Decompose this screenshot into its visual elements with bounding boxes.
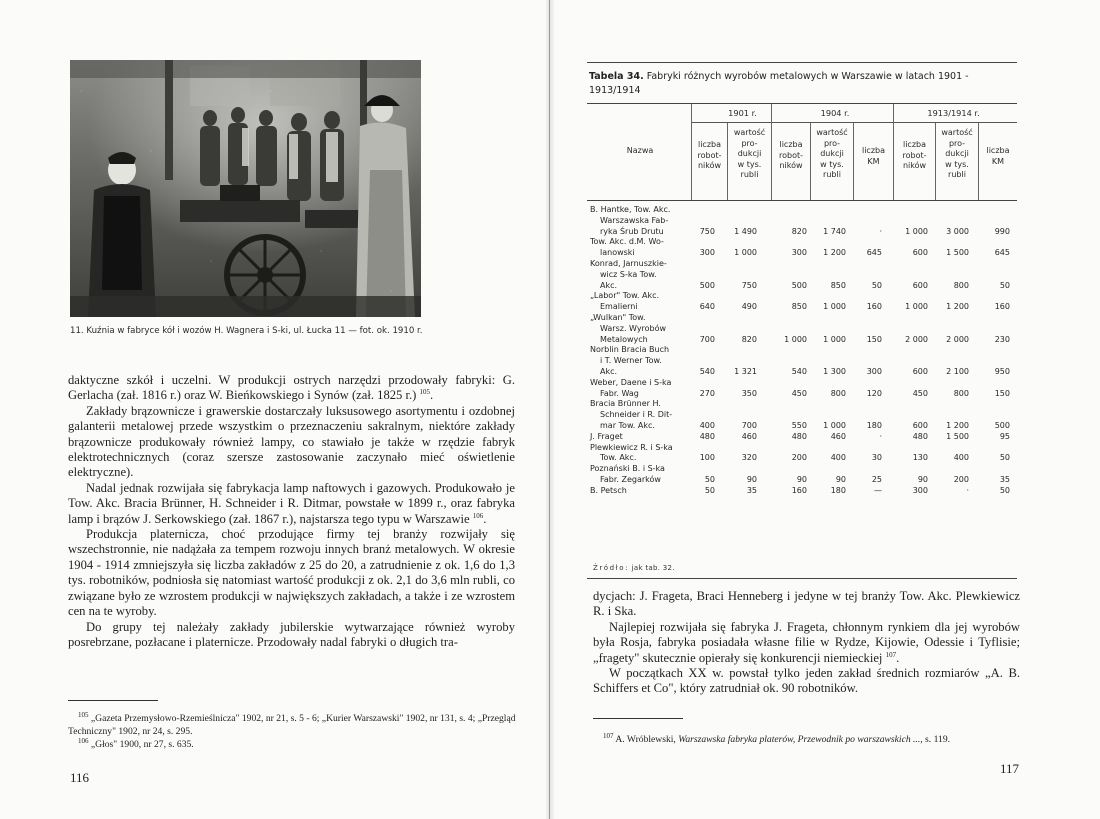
- table-cell: 850: [830, 280, 846, 290]
- table-cell: 35: [746, 485, 757, 495]
- column-header-km-1913: liczba KM: [986, 146, 1010, 166]
- table-cell: 30: [871, 453, 882, 463]
- table-cell: 800: [953, 280, 969, 290]
- left-footnotes: [68, 712, 518, 751]
- table-cell: 1 000: [823, 420, 846, 430]
- table-cell: 1 321: [734, 366, 757, 376]
- table-cell: 160: [994, 302, 1010, 312]
- row-name-line: Akc.: [600, 366, 618, 376]
- table-cell: 150: [866, 334, 882, 344]
- row-name-line: Konrad, Jarnuszkie-: [590, 258, 667, 268]
- table-cell: 500: [699, 280, 715, 290]
- table-title-text: Fabryki różnych wyrobów metalowych w Warszawie w latach 1901 - 1913/1914: [589, 71, 969, 96]
- table-cell: ·: [879, 431, 882, 441]
- footnote-ref: 105: [419, 388, 430, 397]
- table-cell: 2 100: [946, 366, 969, 376]
- table-cell: 640: [699, 302, 715, 312]
- table-cell: 480: [791, 431, 807, 441]
- table-cell: 1 000: [823, 302, 846, 312]
- row-name-line: i T. Werner Tow.: [600, 356, 662, 366]
- table-cell: 950: [994, 366, 1010, 376]
- table-cell: 90: [917, 474, 928, 484]
- group-header-1904: 1904 r.: [820, 108, 850, 118]
- table-cell: 230: [994, 334, 1010, 344]
- column-header-km-1904: liczba KM: [861, 146, 886, 166]
- row-name-line: mar Tow. Akc.: [600, 420, 655, 430]
- table-cell: 100: [699, 453, 715, 463]
- right-body-text: [593, 589, 1020, 697]
- table-cell: 540: [791, 366, 807, 376]
- paragraph: Do grupy tej należały zakłady jubilerskie wytwarzające również wyroby posrebrzane, pozłacane i platernicze. Przodowały nadal fabryki o długich tra-: [68, 619, 515, 649]
- table-cell: 150: [994, 388, 1010, 398]
- table-cell: 1 500: [946, 431, 969, 441]
- row-name-line: J. Fraget: [590, 431, 623, 441]
- group-header-1901: 1901 r.: [728, 108, 757, 118]
- page-number-right: 117: [1000, 761, 1020, 776]
- table-cell: 700: [741, 420, 757, 430]
- table-cell: 1 200: [823, 248, 846, 258]
- table-cell: 400: [699, 420, 715, 430]
- group-header-1913: 1913/1914 r.: [927, 108, 980, 118]
- table-cell: 50: [999, 485, 1010, 495]
- table-cell: 180: [830, 485, 846, 495]
- row-name-line: Fabr. Wag: [600, 388, 639, 398]
- table-cell: 200: [953, 474, 969, 484]
- table-row: [590, 399, 1017, 431]
- row-name-line: lanowski: [600, 248, 635, 258]
- table-cell: 750: [699, 226, 715, 236]
- paragraph: Najlepiej rozwijała się fabryka J. Frageta, chłonnym rynkiem dla jej wyrobów była Rosja, fabryka posiadała własne filie w Rydze, Kijowie, Odessie i Tyflisie; „fragety" skutecznie opierały się konkurencji niemieckiej $^{107}$.: [593, 619, 1020, 665]
- table-row: [590, 486, 1017, 497]
- row-name-line: B. Hantke, Tow. Akc.: [590, 205, 671, 214]
- row-name-line: Norblin Bracia Buch: [590, 345, 670, 355]
- table-cell: 2 000: [905, 334, 928, 344]
- table-cell: 800: [953, 388, 969, 398]
- paragraph-text: Nadal jednak rozwijała się fabrykacja lamp naftowych i gazowych. Produkowało je Tow. Akc. Bracia Brünner, H. Schneider i R. Ditmar, powstałe w 1899 r., oraz fabryka lamp i brązów J. Serkowskiego (zał. 1867 r.), najstarsza tego typu w Warszawie: [68, 480, 515, 526]
- table-cell: 500: [791, 280, 807, 290]
- footnote-author: A. Wróblewski,: [615, 734, 676, 745]
- table-cell: 160: [866, 302, 882, 312]
- table-row: [590, 378, 1017, 400]
- table-cell: 700: [699, 334, 715, 344]
- row-name-line: Schneider i R. Dit-: [600, 410, 673, 420]
- table-cell: 300: [791, 248, 807, 258]
- row-name-line: Weber, Daene i S-ka: [590, 377, 672, 387]
- table-cell: 750: [741, 280, 757, 290]
- table-cell: 460: [741, 431, 757, 441]
- table-cell: 50: [999, 280, 1010, 290]
- table-cell: 460: [830, 431, 846, 441]
- table-cell: 540: [699, 366, 715, 376]
- table-cell: 25: [871, 474, 882, 484]
- paragraph: dycjach: J. Frageta, Braci Henneberg i jedyne w tej branży Tow. Akc. Plewkiewicz R. i Ska.: [593, 589, 1020, 619]
- table-cell: 120: [866, 388, 882, 398]
- footnote: [68, 712, 518, 738]
- row-name-line: Tow. Akc.: [600, 453, 637, 463]
- gutter-line: [549, 0, 550, 819]
- row-name-line: ryka Śrub Drutu: [600, 226, 664, 236]
- paragraph-text: Najlepiej rozwijała się fabryka J. Frageta, chłonnym rynkiem dla jej wyrobów była Rosja, fabryka posiadała własne filie w Rydze, Kijowie, Odessie i Tyflisie; „fragety" skutecznie opierały się konkurencji niemieckiej: [593, 619, 1020, 665]
- row-name-line: Warszawska Fab-: [600, 215, 669, 225]
- table-row: [590, 464, 1017, 486]
- forge-photograph: [70, 60, 421, 317]
- table-cell: —: [874, 485, 882, 495]
- table-cell: 200: [791, 453, 807, 463]
- row-name-line: wicz S-ka Tow.: [600, 269, 657, 279]
- table-cell: ·: [879, 226, 882, 236]
- column-header-workers-1901: liczba robot- ników: [697, 140, 722, 171]
- forge-photo-illustration: [70, 60, 421, 317]
- row-name-line: Fabr. Zegarków: [600, 474, 661, 484]
- table-cell: 90: [746, 474, 757, 484]
- column-header-name: Nazwa: [626, 146, 654, 155]
- paragraph: Zakłady brązownicze i grawerskie dostarczały luksusowego asortymentu i ozdobnej galanterii metalowej przede wszystkim o przeznaczeniu sakralnym, niektóre zakłady brązownicze produkowały również lampy, co stawiało je także w rzędzie fabryk elektrotechnicznych (coraz szersze zastosowanie zaczynało mieć oświetlenie elektryczne).: [68, 403, 515, 480]
- footnote-title: Warszawska fabryka platerów, Przewodnik po warszawskich ...,: [678, 734, 923, 745]
- left-body-text: [68, 373, 515, 650]
- row-name-line: „Wulkan" Tow.: [590, 312, 646, 322]
- table-row: [590, 443, 1017, 465]
- table-row: [590, 291, 1017, 313]
- table-cell: 600: [912, 248, 928, 258]
- table-cell: 1 500: [946, 248, 969, 258]
- table-cell: 50: [999, 453, 1010, 463]
- footnote-text: „Gazeta Przemysłowo-Rzemieślnicza" 1902, nr 21, s. 5 - 6; „Kurier Warszawski" 1902, nr 131, s. 4; „Przegląd Techniczny" 1902, nr 24, s. 295.: [68, 713, 516, 737]
- table-body: [590, 205, 1017, 497]
- row-name-line: Emalierni: [600, 302, 638, 312]
- row-name-line: „Labor" Tow. Akc.: [590, 291, 660, 301]
- table-cell: 50: [704, 485, 715, 495]
- table-cell: 1 490: [734, 226, 757, 236]
- table-cell: 450: [791, 388, 807, 398]
- column-header-workers-1904: liczba robot- ników: [778, 140, 803, 171]
- row-name-line: Plewkiewicz R. i S-ka: [590, 442, 673, 452]
- table-cell: 1 000: [734, 248, 757, 258]
- table-label: Tabela 34.: [589, 71, 644, 82]
- footnote-ref: 106: [472, 511, 484, 520]
- column-header-value-1904: wartość pro- dukcji w tys. rubli: [816, 128, 848, 180]
- table-cell: 3 000: [946, 226, 969, 236]
- right-footnotes: [593, 733, 1023, 746]
- table-title: [589, 70, 1017, 98]
- table-cell: 1 000: [905, 302, 928, 312]
- column-header-workers-1913: liczba robot- ników: [902, 140, 927, 171]
- table-cell: 90: [835, 474, 846, 484]
- table-cell: ·: [966, 485, 969, 495]
- book-gutter: [546, 0, 554, 819]
- row-name-line: Metalowych: [600, 334, 648, 344]
- table-cell: 160: [791, 485, 807, 495]
- table-cell: 50: [704, 474, 715, 484]
- footnote-number: 106: [78, 736, 89, 745]
- row-name-line: Bracia Brünner H.: [590, 399, 661, 409]
- table-cell: 820: [791, 226, 807, 236]
- table-row: [590, 259, 1017, 291]
- table-cell: 850: [791, 302, 807, 312]
- table-cell: 90: [796, 474, 807, 484]
- table-cell: 1 740: [823, 226, 846, 236]
- table-cell: 600: [912, 366, 928, 376]
- row-name-line: Tow. Akc. d.M. Wo-: [590, 237, 664, 247]
- table-cell: 550: [791, 420, 807, 430]
- table-cell: 500: [994, 420, 1010, 430]
- footnote-rule: [68, 700, 158, 701]
- table-cell: 300: [699, 248, 715, 258]
- paragraph-text: daktyczne szkół i uczelni. W produkcji ostrych narzędzi przodowały fabryki: G. Gerlacha (zał. 1816 r.) oraz W. Bieńkowskiego i Synów (zał. 1825 r.): [68, 373, 515, 403]
- paragraph: W początkach XX w. powstał tylko jeden zakład średnich rozmiarów „A. B. Schiffers et Co", który zatrudniał ok. 90 robotników.: [593, 666, 1020, 696]
- table-cell: 645: [866, 248, 882, 258]
- column-header-value-1901: wartość pro- dukcji w tys. rubli: [733, 128, 766, 180]
- table-cell: 800: [830, 388, 846, 398]
- footnote-number: 105: [78, 710, 89, 719]
- table-cell: 450: [912, 388, 928, 398]
- table-cell: 600: [912, 280, 928, 290]
- table-row: [590, 345, 1017, 377]
- page-number-left: 116: [70, 770, 90, 785]
- footnote-rule: [593, 718, 683, 719]
- table-cell: 1 300: [823, 366, 846, 376]
- table-cell: 600: [912, 420, 928, 430]
- table-cell: 645: [994, 248, 1010, 258]
- row-name-line: Akc.: [600, 280, 618, 290]
- table-cell: 990: [994, 226, 1010, 236]
- table-title-rule: [587, 103, 1017, 104]
- table-cell: 300: [912, 485, 928, 495]
- table-cell: 400: [953, 453, 969, 463]
- table-cell: 820: [741, 334, 757, 344]
- source-label: Źródło:: [593, 564, 630, 572]
- footnote-text: „Głos" 1900, nr 27, s. 635.: [90, 739, 194, 750]
- table-cell: 1 000: [784, 334, 807, 344]
- table-cell: 400: [830, 453, 846, 463]
- table-cell: 35: [999, 474, 1010, 484]
- paragraph: Nadal jednak rozwijała się fabrykacja lamp naftowych i gazowych. Produkowało je Tow. Akc. Bracia Brünner, H. Schneider i R. Ditmar, powstałe w 1899 r., oraz fabryka lamp i brązów J. Serkowskiego (zał. 1867 r.), najstarsza tego typu w Warszawie $^{106}$.: [68, 480, 515, 526]
- table-cell: 320: [741, 453, 757, 463]
- table-row: [590, 313, 1017, 345]
- footnote-ref: 107: [885, 650, 897, 659]
- paragraph: daktyczne szkół i uczelni. W produkcji ostrych narzędzi przodowały fabryki: G. Gerlacha (zał. 1816 r.) oraz W. Bieńkowskiego i Synów (zał. 1825 r.) $^{105}$.: [68, 373, 515, 403]
- table-cell: 50: [871, 280, 882, 290]
- column-header-value-1913: wartość pro- dukcji w tys. rubli: [941, 128, 973, 180]
- table-cell: 2 000: [946, 334, 969, 344]
- table-cell: 1 200: [946, 420, 969, 430]
- row-name-line: B. Petsch: [590, 485, 627, 495]
- source-text: jak tab. 32.: [631, 564, 675, 572]
- table-row: [590, 237, 1017, 259]
- footnote-pages: s. 119.: [925, 734, 951, 745]
- table-source: [593, 564, 675, 572]
- table-row: [590, 205, 1017, 237]
- group-rule: [692, 122, 1017, 123]
- table-cell: 350: [741, 388, 757, 398]
- table-cell: 270: [699, 388, 715, 398]
- table-cell: 480: [699, 431, 715, 441]
- footnote-number: 107: [603, 731, 614, 740]
- row-name-line: Warsz. Wyrobów: [600, 323, 667, 333]
- table-cell: 180: [866, 420, 882, 430]
- table-row: [590, 432, 1017, 443]
- table-cell: 490: [741, 302, 757, 312]
- table-cell: 1 000: [905, 226, 928, 236]
- footnote: [68, 738, 518, 751]
- footnote: [593, 733, 1023, 746]
- table-cell: 300: [866, 366, 882, 376]
- table-cell: 1 200: [946, 302, 969, 312]
- table-cell: 480: [912, 431, 928, 441]
- table-cell: 1 000: [823, 334, 846, 344]
- paragraph: Produkcja platernicza, choć przodujące firmy tej branży rozwijały się wszechstronnie, nie nadążała za tempem rozwoju innych branż metalowych. W okresie 1904 - 1914 zmniejszyła się liczba zakładów z 25 do 20, a zatrudnienie z ok. 1,6 do 1,3 tys. robotników, podniosła się natomiast wartość produkcji z ok. 2,1 do 3,6 mln rubli, co związane było ze wzrostem produkcji w największych zakładach, a także i ze wzrostem cen na te wyroby.: [68, 527, 515, 619]
- table-cell: 95: [999, 431, 1010, 441]
- table-header-rule: [587, 200, 1017, 201]
- row-name-line: Poznański B. i S-ka: [590, 464, 665, 474]
- figure-caption: 11. Kuźnia w fabryce kół i wozów H. Wagnera i S-ki, ul. Łucka 11 — fot. ok. 1910 r.: [70, 326, 423, 336]
- table-cell: 130: [912, 453, 928, 463]
